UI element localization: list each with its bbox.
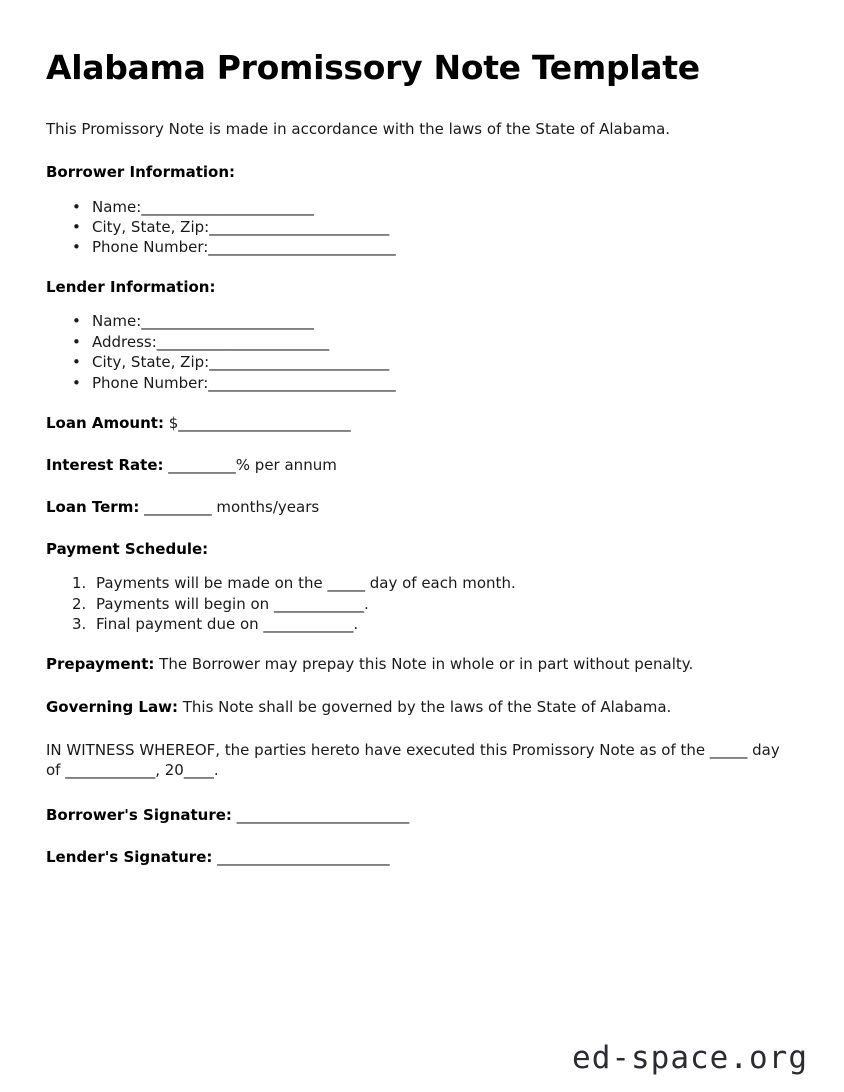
prepayment-text: The Borrower may prepay this Note in whole or in part without penalty. <box>154 655 694 674</box>
field-label: Phone Number: <box>92 238 209 257</box>
field-label: City, State, Zip: <box>92 353 210 372</box>
lender-field-list <box>46 311 782 393</box>
field-label: Name: <box>92 312 142 331</box>
page-title: Alabama Promissory Note Template <box>46 48 700 87</box>
document-content <box>46 50 782 890</box>
list-item <box>72 197 782 217</box>
field-blank: ________________________ <box>209 353 390 372</box>
intro-paragraph: This Promissory Note is made in accordance with the laws of the State of Alabama. <box>46 119 671 138</box>
list-item <box>72 237 782 257</box>
field-label: City, State, Zip: <box>92 218 210 237</box>
list-item: Final payment due on ____________. <box>96 614 359 633</box>
lender-signature-label: Lender's Signature: <box>46 848 213 867</box>
loan-amount-value: $_______________________ <box>163 413 351 432</box>
list-item <box>72 373 782 393</box>
list-item: Payments will be made on the _____ day of each month. <box>96 574 516 593</box>
borrower-signature-label: Borrower's Signature: <box>46 806 232 825</box>
interest-rate-label: Interest Rate: <box>46 456 164 475</box>
borrower-signature-line <box>46 805 782 825</box>
list-item <box>72 311 782 331</box>
loan-amount-label: Loan Amount: <box>46 413 164 432</box>
field-blank: _______________________ <box>156 332 330 351</box>
list-item <box>72 332 782 352</box>
loan-amount-line <box>46 413 782 433</box>
lender-information-heading: Lender Information: <box>46 277 216 296</box>
loan-term-value: _________ months/years <box>139 498 320 517</box>
field-label: Name: <box>92 197 142 216</box>
lender-signature-blank: _______________________ <box>212 848 390 867</box>
borrower-field-list <box>46 197 782 258</box>
interest-rate-value: _________% per annum <box>163 456 337 475</box>
lender-signature-line <box>46 847 782 867</box>
payment-schedule-list <box>46 573 782 634</box>
interest-rate-line <box>46 455 782 475</box>
witness-paragraph: IN WITNESS WHEREOF, the parties hereto have executed this Promissory Note as of the _____ day of ____________, 20____. <box>46 740 780 780</box>
borrower-signature-blank: _______________________ <box>231 806 410 825</box>
governing-law-clause <box>46 697 782 718</box>
borrower-information-heading: Borrower Information: <box>46 163 236 182</box>
field-blank: _________________________ <box>208 373 396 392</box>
governing-law-label: Governing Law: <box>46 698 178 717</box>
payment-schedule-heading: Payment Schedule: <box>46 539 209 558</box>
field-blank: _______________________ <box>141 197 314 216</box>
field-blank: ________________________ <box>209 218 390 237</box>
prepayment-clause <box>46 654 782 675</box>
loan-term-label: Loan Term: <box>46 498 140 517</box>
list-item <box>72 217 782 237</box>
field-blank: _______________________ <box>141 312 314 331</box>
field-label: Address: <box>92 332 157 351</box>
loan-term-line <box>46 497 782 517</box>
field-blank: _________________________ <box>208 238 396 257</box>
list-item: Payments will begin on ____________. <box>96 594 369 613</box>
governing-law-text: This Note shall be governed by the laws of the State of Alabama. <box>177 698 672 717</box>
field-label: Phone Number: <box>92 373 209 392</box>
prepayment-label: Prepayment: <box>46 655 155 674</box>
list-item <box>72 352 782 372</box>
site-watermark: ed-space.org <box>572 1040 808 1076</box>
